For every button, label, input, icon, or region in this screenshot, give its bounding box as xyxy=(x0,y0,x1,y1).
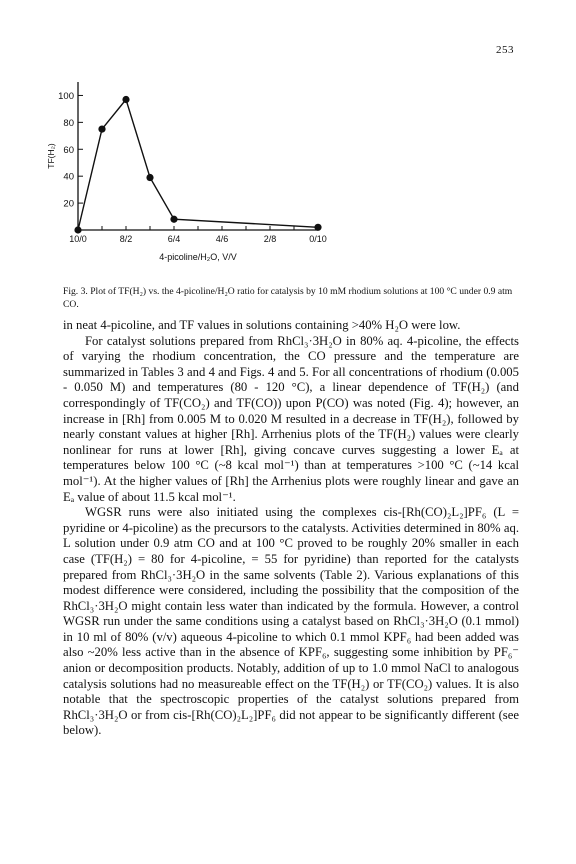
x-tick-label: 4/6 xyxy=(215,234,229,244)
figure-chart xyxy=(40,70,340,280)
paragraph-3: WGSR runs were also initiated using the complexes cis-[Rh(CO)₂L₂]PF₆ (L = pyridine or 4-picoline) as the precursors to the catalysts. Activities determined in 80% aq. L solution under 0.9 atm CO and at 100 °C proved to be roughly 20% smaller in each case (TF(H₂) = 80 for 4-picoline, = 55 for pyridine) than reported for the catalysts prepared from RhCl₃·3H₂O in the same solvents (Table 2). Various explanations of this modest difference were considered, including the possibility that the composition of the RhCl₃·3H₂O might contain less water than indicated by the formula. However, a control WGSR run under the same conditions using a catalyst based on RhCl₃·3H₂O (0.1 mmol) in 10 ml of 80% (v/v) aqueous 4-picoline to which 0.1 mmol KPF₆ had been added was also ~20% less active than in the absence of KPF₆, suggesting some inhibition by PF₆⁻ anion or decomposition products. Notably, addition of up to 1.0 mmol NaCl to analogous catalysis solutions had no measureable effect on the TF(H₂) or TF(CO₂) values. It is also notable that the spectroscopic properties of the catalyst solutions prepared from RhCl₃·3H₂O or from cis-[Rh(CO)₂L₂]PF₆ did not appear to be significantly different (see below). xyxy=(63,505,519,738)
x-tick-label: 2/8 xyxy=(263,234,277,244)
body-text xyxy=(63,318,519,739)
data-point xyxy=(74,226,81,233)
y-tick-label: 100 xyxy=(58,90,74,102)
data-point xyxy=(146,174,153,181)
data-point xyxy=(98,125,105,132)
paragraph-1: in neat 4-picoline, and TF values in solutions containing >40% H₂O were low. xyxy=(63,318,461,332)
y-tick-label: 80 xyxy=(63,117,74,129)
figure-caption: Fig. 3. Plot of TF(H₂) vs. the 4-picoline/H₂O ratio for catalysis by 10 mM rhodium solutions at 100 °C under 0.9 atm CO. xyxy=(63,286,513,310)
y-axis-label: TF(H₂) xyxy=(46,143,56,169)
x-axis-label: 4-picoline/H₂O, V/V xyxy=(159,252,237,262)
data-point xyxy=(122,96,129,103)
page-number: 253 xyxy=(496,44,514,56)
data-point xyxy=(170,216,177,223)
x-tick-label: 6/4 xyxy=(167,234,181,244)
x-tick-label: 0/10 xyxy=(309,234,327,244)
series-line xyxy=(78,100,318,231)
paragraph-2: For catalyst solutions prepared from RhCl₃·3H₂O in 80% aq. 4-picoline, the effects of varying the rhodium concentration, the CO pressure and the temperature are summarized in Tables 3 and 4 and Figs. 4 and 5. For all concentrations of rhodium (0.005 - 0.050 M) and temperatures (80 - 120 °C), a linear dependence of TF(H₂) (and correspondingly of TF(CO₂) and TF(CO)) upon P(CO) was noted (Fig. 4); however, an increase in [Rh] from 0.005 M to 0.020 M resulted in a decrease in TF(H₂), followed by nearly constant values at higher [Rh]. Arrhenius plots of the TF(H₂) values were clearly nonlinear for runs at lower [Rh], giving concave curves suggesting a lower Eₐ at temperatures below 100 °C (~8 kcal mol⁻¹) than at temperatures >100 °C (~14 kcal mol⁻¹). At the higher values of [Rh] the Arrhenius plots were roughly linear and gave an Eₐ value of about 11.5 kcal mol⁻¹. xyxy=(63,333,519,504)
x-tick-label: 10/0 xyxy=(69,234,87,244)
y-tick-label: 40 xyxy=(63,171,74,183)
y-tick-label: 20 xyxy=(63,198,74,210)
x-tick-label: 8/2 xyxy=(119,234,133,244)
data-point xyxy=(314,224,321,231)
y-tick-label: 60 xyxy=(63,144,74,156)
